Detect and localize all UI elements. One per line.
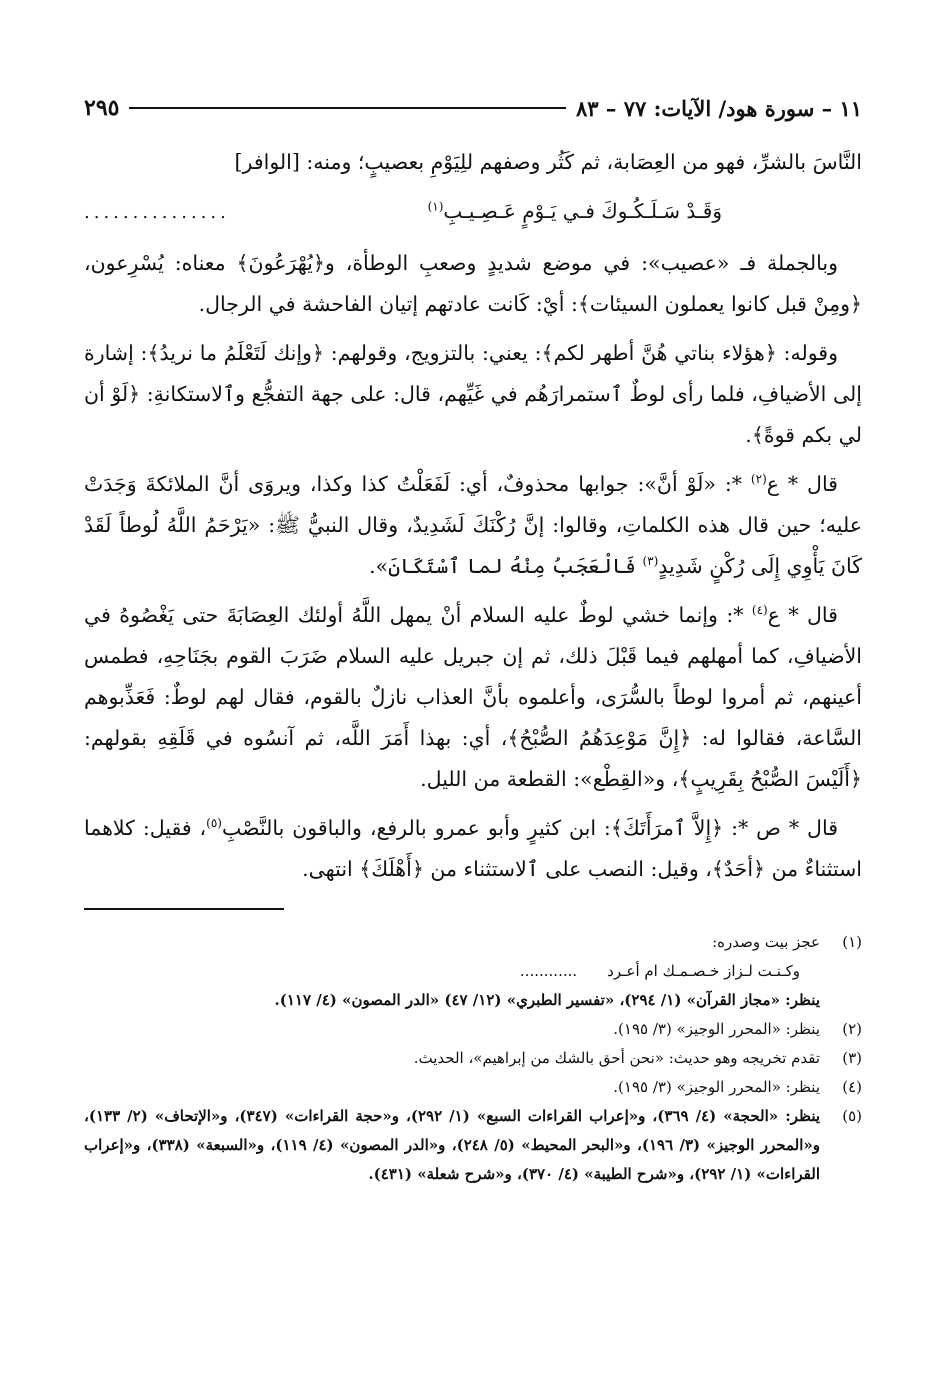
verse-dots: ............... [84, 202, 230, 223]
paragraph-1 [84, 142, 862, 183]
footnote-2 [84, 1015, 862, 1044]
footnote-5 [84, 1102, 862, 1189]
book-page [84, 88, 862, 1189]
header-rule [129, 107, 566, 109]
verse-line [428, 191, 862, 232]
footnote-verse-dots: ............ [519, 962, 578, 980]
footnote-ref-5: (٥) [206, 816, 222, 831]
paragraph-4-text-c: فَالْعَجَبُ مِنْهُ لما ٱسْتَكَانَ». [369, 554, 643, 578]
footnote-body: ينظر: «المحرر الوجيز» (٣/ ١٩٥). [613, 1020, 820, 1038]
running-header [84, 88, 862, 128]
footnotes [84, 928, 862, 1189]
verse-footnote-ref: (١) [427, 199, 444, 214]
paragraph-5 [84, 595, 862, 800]
footnote-ref-text: ينظر: «مجاز القرآن» (١/ ٢٩٤)، «تفسير الطبري» (١٢/ ٤٧) «الدر المصون» (٤/ ١١٧). [274, 991, 820, 1009]
paragraph-3 [84, 333, 862, 456]
footnote-number: (٤) [842, 1078, 862, 1096]
paragraph-4-text-b: *: «لَوْ أنَّ»: جوابها محذوفٌ، أي: لَفَعَلْتُ كذا وكذا، ويروَى أنَّ الملائكةَ وَجَدَتْ عليه؛ حين قال هذه الكلماتِ، وقالوا: إنَّ رُكْنَكَ لَشَدِيدٌ، وقال النبيُّ ﷺ: «يَرْحَمُ اللَّهُ لُوطاً لَقَدْ كَانَ يَأْوِي إِلَى رُكْنٍ شَدِيدٍ [84, 472, 862, 578]
paragraph-5-text-b: *: وإنما خشي لوطٌ عليه السلام أنْ يمهل اللَّهُ أولئك العِصَابَةَ حتى يَغْصُوهُ في الأضيافِ، كما أمهلهم فيما قَبْلَ ذلك، ثم إن جبريل عليه السلام ضَرَبَ القوم بجَنَاحِهِ، فطمس أعينهم، ثم أمروا لوطاً بالسُّرَى، وأعلموه بأنَّ العذاب نازلٌ بالقوم، فقال لهم لوطٌ: فَعَذِّبوهم السَّاعة، فقالوا له: ﴿إِنَّ مَوْعِدَهُمُ الصُّبْحُ﴾، أي: بهذا أَمَرَ اللَّه، ثم آنسُوه في قَلَقِهِ بقولهم: ﴿أَلَيْسَ الصُّبْحُ بِقَرِيبٍ﴾، و«القِطْع»: القطعة من الليل. [84, 603, 862, 791]
footnote-ref-2: (٢) [750, 472, 767, 487]
paragraph-2 [84, 243, 862, 325]
footnote-number: (٣) [842, 1049, 862, 1067]
footnote-ref-3: (٣) [642, 554, 659, 569]
footnote-ref-4: (٤) [751, 603, 768, 618]
footnote-number: (٢) [842, 1020, 862, 1038]
footnote-line: عجز بيت وصدره: [712, 933, 820, 951]
footnote-1 [84, 928, 862, 1015]
footnote-body: ينظر: «الحجة» (٤/ ٣٦٩)، و«إعراب القراءات السبع» (١/ ٢٩٢)، و«حجة القراءات» (٣٤٧)، و«الإتحاف» (٢/ ١٣٣)، و«المحرر الوجيز» (٣/ ١٩٦)، و«البحر المحيط» (٥/ ٢٤٨)، و«الدر المصون» (٤/ ١١٩)، و«السبعة» (٣٣٨)، و«إعراب القراءات» (١/ ٢٩٢)، و«شرح الطيبة» (٤/ ٣٧٠)، و«شرح شعلة» (٤٣١). [84, 1107, 821, 1183]
footnote-4 [84, 1073, 862, 1102]
paragraph-1-text: النَّاسَ بالشرِّ، فهو من العِصَابة، ثم كَثُر وصفهم للِيَوْمِ بعصيبٍ؛ ومنه: [الوافر] [234, 150, 862, 174]
paragraph-4 [84, 464, 862, 587]
main-text [84, 142, 862, 890]
poetry-verse [84, 191, 862, 237]
paragraph-6 [84, 808, 862, 890]
header-title: ١١ – سورة هود/ الآيات: ٧٧ – ٨٣ [576, 95, 862, 121]
footnote-separator [84, 908, 284, 910]
paragraph-4-text-a: قال * ع [766, 472, 838, 496]
paragraph-6-text-a: قال * ص *: ﴿إِلاَّ ٱمرَأَتَكَ﴾: ابن كثيرٍ وأبو عمرو بالرفع، والباقون بالنَّصْبِ [221, 816, 838, 840]
paragraph-3-text: وقوله: ﴿هؤلاء بناتي هُنَّ أطهر لكم﴾: يعني: بالتزويج، وقولهم: ﴿وإنك لَتَعْلَمُ ما نريدُ﴾: إشارة إلى الأضيافِ، فلما رأى لوطٌ ٱستمرارَهُم في غَيِّهم، قال: على جهة التفجُّع وٱلاستكانةِ: ﴿لَوْ أن لي بكم قوةً﴾. [84, 341, 862, 447]
verse-text: وَقَـدْ سَـلَـكُـوكَ فـي يَـوْمٍ عَـصِـيـبِ [443, 199, 722, 223]
footnote-body: تقدم تخريجه وهو حديث: «نحن أحق بالشك من إبراهيم»، الحديث. [413, 1049, 820, 1067]
footnote-3 [84, 1044, 862, 1073]
footnote-body: ينظر: «المحرر الوجيز» (٣/ ١٩٥). [613, 1078, 820, 1096]
page-number: ٢٩٥ [84, 95, 120, 121]
footnote-line [84, 986, 820, 1015]
paragraph-6-text-b: ، فقيل: كلاهما استثناءٌ من ﴿أحَدٌ﴾، وقيل: النصب على ٱلاستثناء من ﴿أَهْلَكَ﴾ انتهى. [84, 816, 862, 881]
footnote-verse-text: وكـنـت لـزاز خـصـمـك ام أعـرد [607, 962, 800, 980]
footnote-number: (٥) [842, 1107, 862, 1125]
footnote-verse [84, 957, 820, 986]
footnote-body [84, 928, 820, 1015]
paragraph-2-text: وبالجملة فـ «عصيب»: في موضع شديدٍ وصعبِ الوطأة، و﴿يُهْرَعُونَ﴾ معناه: يُسْرِعون، ﴿ومِنْ قبل كانوا يعملون السيئات﴾: أيْ: كَانت عادتهم إتيان الفاحشة في الرجال. [84, 251, 862, 316]
paragraph-5-text-a: قال * ع [767, 603, 838, 627]
footnote-number: (١) [842, 933, 862, 951]
